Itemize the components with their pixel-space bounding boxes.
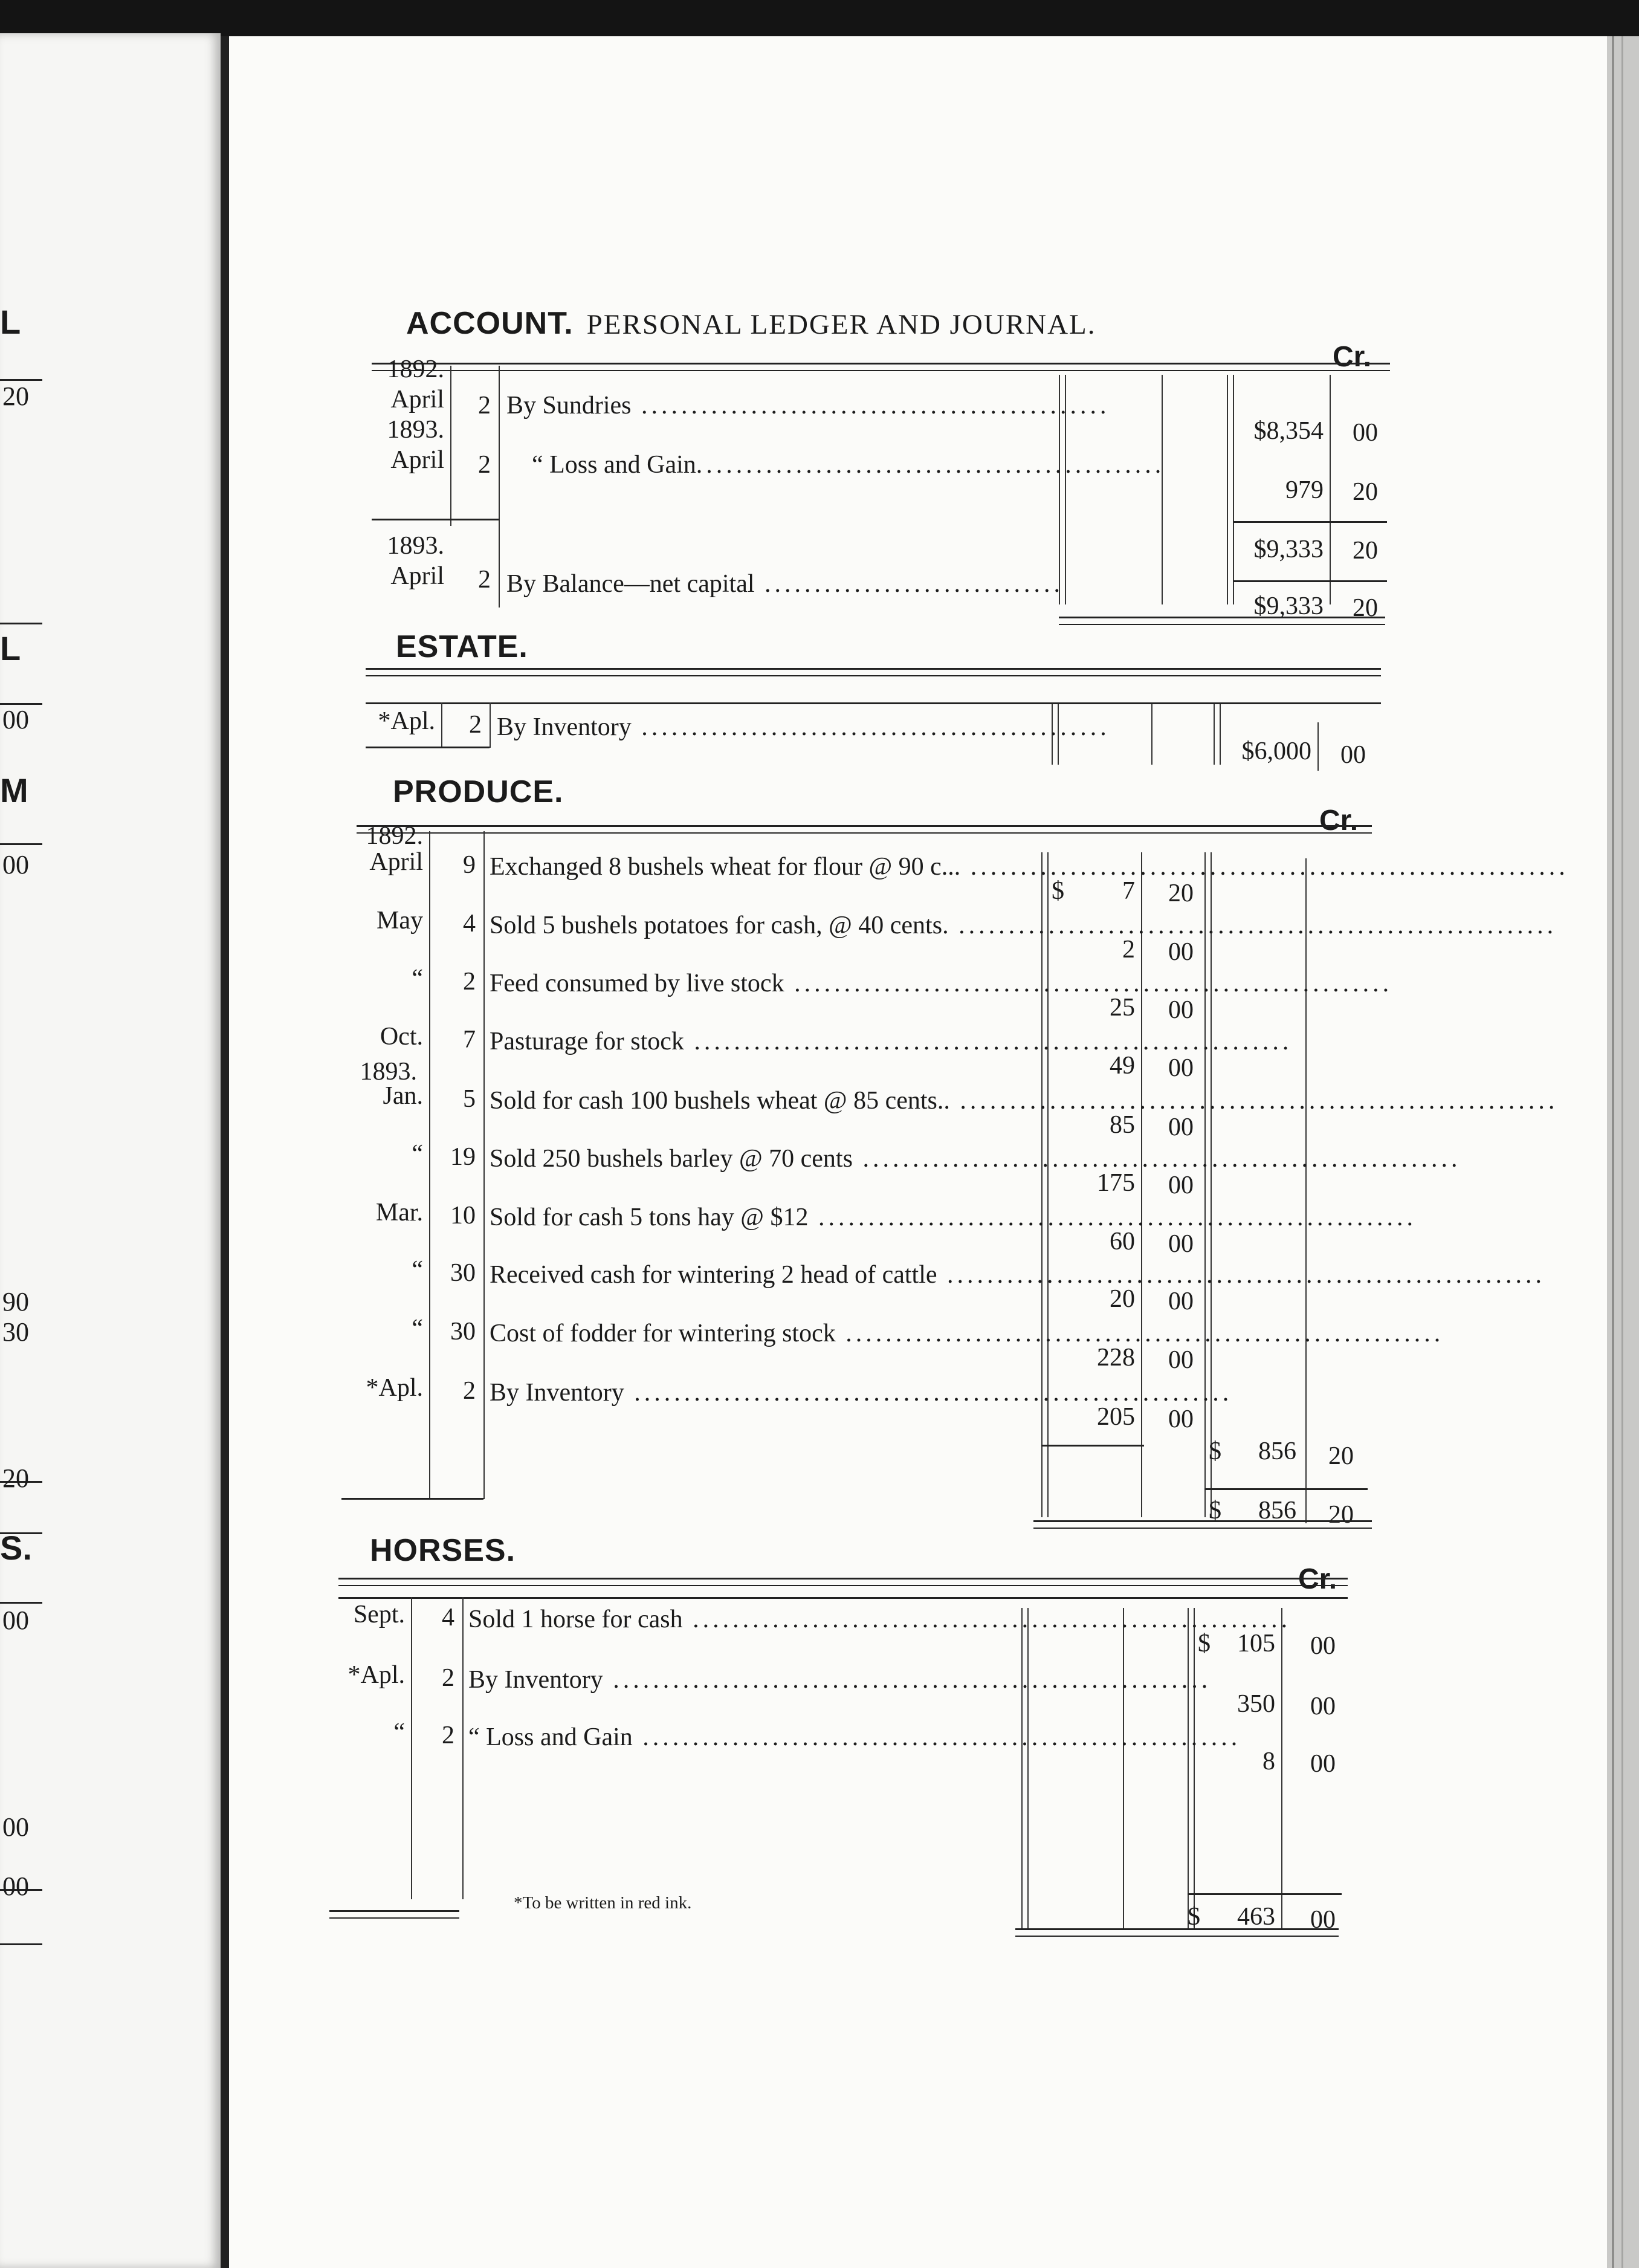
horses-date: “ — [393, 1719, 405, 1746]
dot-leader: ............................................................ — [632, 1723, 1241, 1751]
produce-col-rule — [1305, 858, 1307, 1523]
capital-description: By Balance—net capital .............................. — [506, 570, 1064, 598]
produce-day: 10 — [450, 1202, 476, 1230]
capital-date: 1893. — [387, 416, 444, 444]
estate-col-rule — [1214, 704, 1215, 765]
horses-total-dollar-sign: $ — [1188, 1903, 1200, 1931]
left-fragment-number: 00 — [2, 1812, 29, 1842]
estate-day: 2 — [469, 711, 482, 739]
produce-description: Sold for cash 100 bushels wheat @ 85 cents.. ............................................................ — [490, 1087, 1559, 1115]
dot-leader: ............................................................ — [948, 912, 1557, 939]
produce-description: Sold 250 bushels barley @ 70 cents ............................................................ — [490, 1145, 1461, 1173]
produce-description: Exchanged 8 bushels wheat for flour @ 90 c... ............................................................ — [490, 853, 1569, 881]
produce-header-rule — [357, 825, 1372, 834]
produce-day: 30 — [450, 1259, 476, 1287]
horses-total-rule — [1188, 1893, 1342, 1895]
produce-total-dollar-sign: $ — [1209, 1437, 1221, 1465]
left-page-fragment — [0, 33, 221, 2268]
estate-dollars: $6,000 — [1241, 737, 1311, 765]
capital-col-rule — [1227, 375, 1228, 604]
produce-day: 2 — [463, 968, 476, 996]
left-fragment-letter: M — [0, 771, 28, 809]
horses-day: 2 — [442, 1664, 454, 1692]
produce-dollar-sign: $ — [1052, 877, 1064, 905]
capital-total-rule — [1233, 521, 1387, 523]
fragment-rule — [0, 843, 42, 845]
capital-description: By Sundries ............................................... — [506, 392, 1110, 420]
capital-date: April — [390, 446, 444, 474]
produce-col-rule — [1211, 852, 1212, 1517]
produce-description: Cost of fodder for wintering stock ............................................................ — [490, 1320, 1444, 1347]
left-fragment-number: 00 — [2, 1605, 29, 1635]
estate-cents: 00 — [1340, 741, 1366, 769]
horses-cents: 00 — [1310, 1693, 1336, 1720]
horses-header-rule — [338, 1578, 1348, 1586]
left-fragment-letter: S. — [0, 1529, 32, 1567]
produce-col-rule — [1141, 852, 1142, 1517]
capital-day: 2 — [478, 451, 491, 479]
produce-col-rule — [483, 831, 485, 1499]
produce-total-dollar-sign: $ — [1209, 1497, 1221, 1524]
red-ink-footnote: *To be written in red ink. — [514, 1893, 692, 1913]
left-fragment-letter: L — [0, 629, 21, 667]
horses-day: 2 — [442, 1722, 454, 1749]
horses-col-rule — [411, 1597, 412, 1899]
produce-col-rule — [429, 831, 430, 1499]
capital-col-rule — [499, 366, 500, 608]
horses-heading: HORSES. — [370, 1533, 516, 1568]
horses-dollars: 8 — [1262, 1748, 1275, 1775]
capital-header-rule — [372, 363, 1390, 371]
produce-total-cents: 20 — [1328, 1442, 1354, 1470]
produce-cents: 00 — [1168, 938, 1194, 966]
produce-description: Sold for cash 5 tons hay @ $12 ............................................................ — [490, 1204, 1417, 1231]
produce-day: 2 — [463, 1377, 476, 1405]
produce-cents: 00 — [1168, 1113, 1194, 1141]
page-edges — [1607, 36, 1639, 2268]
produce-description: Sold 5 bushels potatoes for cash, @ 40 cents. ............................................................ — [490, 912, 1557, 939]
capital-dollars: $8,354 — [1253, 417, 1324, 445]
produce-cr-label: Cr. — [1319, 805, 1359, 837]
dot-leader: ............................................................ — [937, 1261, 1546, 1289]
produce-year: 1892. — [366, 822, 423, 850]
horses-col-rule — [1123, 1608, 1124, 1928]
capital-heading — [406, 305, 1096, 342]
horses-date: *Apl. — [348, 1661, 405, 1689]
produce-description: By Inventory ............................................................ — [490, 1379, 1233, 1407]
produce-date: May — [377, 907, 423, 935]
produce-day: 7 — [463, 1026, 476, 1054]
produce-heading: PRODUCE. — [393, 774, 564, 809]
produce-col-rule — [1041, 852, 1043, 1517]
capital-date: 1892. — [387, 355, 444, 383]
dot-leader: ............................................... — [631, 713, 1110, 741]
produce-cents: 00 — [1168, 1054, 1194, 1082]
produce-date: “ — [412, 1256, 423, 1284]
produce-date: “ — [412, 1140, 423, 1168]
capital-description: “ Loss and Gain............................................... — [532, 451, 1165, 479]
capital-day: 2 — [478, 392, 491, 420]
horses-col-rule — [1194, 1608, 1195, 1928]
produce-dollars: 205 — [1097, 1403, 1135, 1431]
estate-date: *Apl. — [378, 707, 435, 735]
estate-description: By Inventory ............................................... — [497, 713, 1110, 741]
produce-dollars: 7 — [1122, 877, 1135, 905]
produce-cents: 00 — [1168, 1405, 1194, 1433]
capital-dollars: 979 — [1285, 476, 1324, 504]
capital-heading-subtitle: PERSONAL LEDGER AND JOURNAL. — [586, 309, 1096, 340]
produce-dollars: 20 — [1110, 1285, 1135, 1313]
horses-col-rule — [1027, 1608, 1029, 1928]
capital-date: April — [390, 386, 444, 413]
left-fragment-number: 00 — [2, 705, 29, 734]
horses-dollar-sign: $ — [1198, 1630, 1211, 1657]
produce-col-rule — [1047, 852, 1049, 1517]
capital-col-rule — [1330, 375, 1331, 604]
produce-cents: 00 — [1168, 1171, 1194, 1199]
estate-col-rule — [490, 702, 491, 748]
capital-heading-title: ACCOUNT. — [406, 306, 574, 341]
produce-cents: 00 — [1168, 996, 1194, 1024]
capital-balance-cents: 20 — [1353, 594, 1378, 622]
dot-leader: ............................................................ — [684, 1028, 1293, 1055]
dot-leader: ............................................................ — [603, 1666, 1212, 1694]
horses-dollars: 350 — [1237, 1690, 1275, 1718]
capital-total-cents: 20 — [1353, 537, 1378, 565]
capital-total-rule — [1233, 580, 1387, 582]
dot-leader: ............................................................ — [835, 1320, 1444, 1347]
book-gutter — [221, 36, 229, 2268]
produce-dollars: 2 — [1122, 936, 1135, 964]
produce-total-dollars: 856 — [1258, 1437, 1296, 1465]
dot-leader: ............................................................ — [949, 1087, 1559, 1115]
left-fragment-number: 20 — [2, 1463, 29, 1493]
estate-rule — [366, 702, 1381, 704]
produce-col-rule — [1204, 852, 1206, 1517]
capital-balance-dollars: $9,333 — [1253, 592, 1324, 620]
produce-cents: 00 — [1168, 1346, 1194, 1374]
left-fragment-number: 00 — [2, 850, 29, 880]
dot-leader: ............................................................ — [682, 1605, 1291, 1633]
estate-col-rule — [1151, 704, 1152, 765]
produce-day: 19 — [450, 1143, 476, 1171]
capital-col-rule — [1233, 375, 1234, 604]
dot-leader: ............................................................ — [784, 970, 1393, 997]
horses-col-rule — [462, 1597, 464, 1899]
horses-closing-rule — [1015, 1928, 1339, 1937]
horses-col-rule — [1281, 1608, 1282, 1928]
capital-closing-rule — [1059, 617, 1385, 625]
produce-cents: 00 — [1168, 1288, 1194, 1315]
produce-total-repeat-dollars: 856 — [1258, 1497, 1296, 1524]
produce-dollars: 49 — [1110, 1052, 1135, 1080]
horses-cents: 00 — [1310, 1632, 1336, 1660]
produce-day: 9 — [463, 851, 476, 879]
horses-col-rule — [1021, 1608, 1023, 1928]
dot-leader: ............................................... — [631, 392, 1110, 420]
produce-dollars: 25 — [1110, 994, 1135, 1022]
dot-leader: ............................................................ — [960, 853, 1569, 881]
produce-dollars: 85 — [1110, 1111, 1135, 1139]
estate-col-rule — [1317, 722, 1319, 771]
left-fragment-number: 00 — [2, 1871, 29, 1901]
produce-description: Received cash for wintering 2 head of cattle ............................................................ — [490, 1261, 1546, 1289]
horses-col-rule — [1188, 1608, 1189, 1928]
capital-cr-label: Cr. — [1333, 341, 1372, 373]
produce-description: Feed consumed by live stock ............................................................ — [490, 970, 1393, 997]
dot-leader: ............................................................ — [852, 1145, 1461, 1173]
horses-dollars: 105 — [1237, 1630, 1275, 1657]
capital-cents: 00 — [1353, 419, 1378, 447]
capital-col-rule — [450, 366, 451, 526]
horses-day: 4 — [442, 1604, 454, 1631]
produce-dollars: 175 — [1097, 1169, 1135, 1197]
horses-description: “ Loss and Gain ............................................................ — [468, 1723, 1241, 1751]
produce-date: Oct. — [380, 1023, 423, 1051]
estate-header-rule — [366, 668, 1381, 676]
dot-leader: ............................................................ — [624, 1379, 1233, 1407]
capital-col-rule — [1162, 375, 1163, 604]
produce-day: 30 — [450, 1318, 476, 1346]
produce-total-rule — [341, 1498, 483, 1500]
horses-cents: 00 — [1310, 1750, 1336, 1778]
produce-total-rule — [1204, 1488, 1368, 1490]
horses-total-cents: 00 — [1310, 1906, 1336, 1934]
fragment-rule — [0, 623, 42, 624]
capital-day: 2 — [478, 566, 491, 594]
left-fragment-number: 90 — [2, 1287, 29, 1317]
produce-dollars: 228 — [1097, 1344, 1135, 1372]
horses-description: Sold 1 horse for cash ............................................................ — [468, 1605, 1291, 1633]
horses-description: By Inventory ............................................................ — [468, 1666, 1212, 1694]
horses-date: Sept. — [353, 1601, 405, 1628]
estate-heading: ESTATE. — [396, 629, 528, 664]
produce-date: April — [369, 848, 423, 876]
fragment-rule — [0, 1943, 42, 1945]
horses-rule — [338, 1597, 1348, 1599]
estate-closing-rule — [366, 747, 490, 748]
left-fragment-letter: L — [0, 303, 21, 341]
capital-cents: 20 — [1353, 478, 1378, 506]
capital-date: 1893. — [387, 532, 444, 560]
produce-date: Jan. — [383, 1082, 423, 1110]
produce-date: “ — [412, 965, 423, 993]
horses-total-dollars: 463 — [1237, 1903, 1275, 1931]
produce-description: Pasturage for stock ............................................................ — [490, 1028, 1293, 1055]
produce-dollars: 60 — [1110, 1228, 1135, 1256]
produce-total-rule — [1041, 1445, 1144, 1447]
produce-date: Mar. — [375, 1199, 423, 1226]
horses-cr-label: Cr. — [1298, 1563, 1337, 1595]
produce-closing-rule — [1033, 1520, 1372, 1529]
dot-leader: ............................................................ — [808, 1204, 1417, 1231]
left-fragment-number: 30 — [2, 1317, 29, 1347]
capital-total-dollars: $9,333 — [1253, 536, 1324, 563]
produce-cents: 00 — [1168, 1230, 1194, 1258]
produce-date: “ — [412, 1315, 423, 1343]
fragment-rule — [0, 1602, 42, 1604]
produce-cents: 20 — [1168, 880, 1194, 907]
capital-date: April — [390, 562, 444, 590]
dot-leader: ............................................... — [696, 451, 1165, 479]
dot-leader: .............................. — [754, 570, 1064, 598]
produce-day: 4 — [463, 910, 476, 938]
produce-date: *Apl. — [366, 1374, 423, 1402]
estate-col-rule — [441, 702, 442, 748]
capital-total-rule — [372, 519, 499, 520]
produce-day: 5 — [463, 1085, 476, 1113]
horses-closing-rule — [329, 1910, 459, 1919]
produce-year: 1893. — [360, 1058, 417, 1086]
left-fragment-number: 20 — [2, 381, 29, 411]
produce-total-repeat-cents: 20 — [1328, 1501, 1354, 1529]
